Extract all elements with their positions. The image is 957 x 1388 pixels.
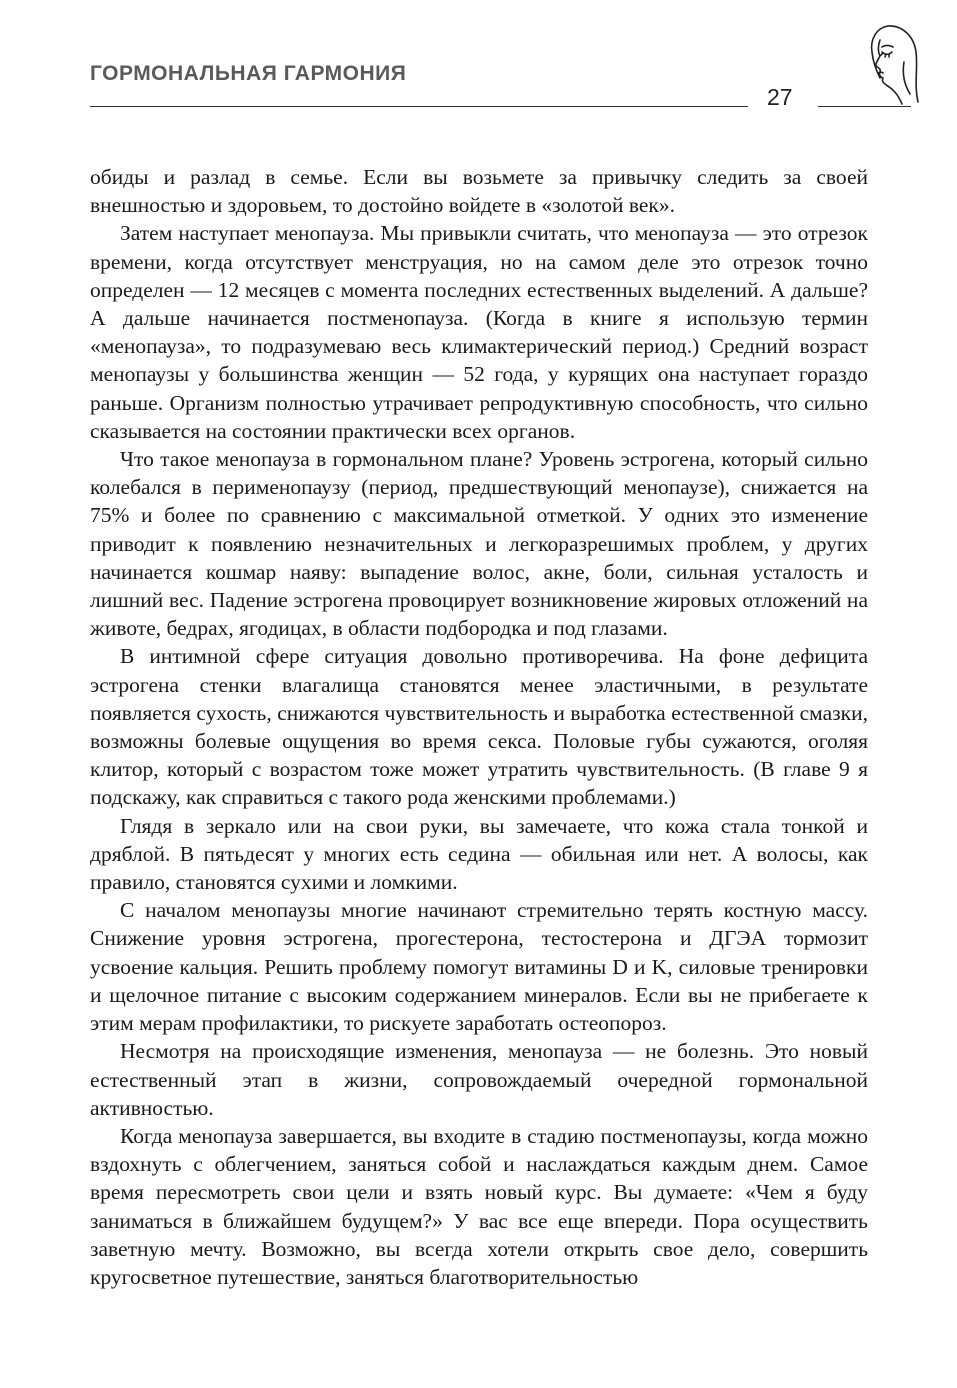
paragraph: обиды и разлад в семье. Если вы возьмете за привычку следить за своей внешностью и здоровьем, то достойно войдете в «золотой век». (90, 165, 868, 218)
page-body (90, 163, 868, 1291)
paragraph: Когда менопауза завершается, вы входите в стадию постменопаузы, когда можно вздохнуть с облегчением, заняться собой и наслаждаться каждым днем. Самое время пересмотреть свои цели и взять новый курс. Вы думаете: «Чем я буду заниматься в ближайшем будущем?» У вас все еще впереди. Пора осуществить заветную мечту. Возможно, вы всегда хотели открыть свое дело, совершить кругосветное путешествие, заняться благотворительностью (90, 1123, 868, 1289)
woman-face-icon (858, 22, 922, 112)
paragraph: Глядя в зеркало или на свои руки, вы замечаете, что кожа стала тонкой и дряблой. В пятьдесят у многих есть седина — обильная или нет. А волосы, как правило, становятся сухими и ломкими. (90, 813, 868, 895)
running-title: ГОРМОНАЛЬНАЯ ГАРМОНИЯ (90, 62, 407, 85)
paragraph: Затем наступает менопауза. Мы привыкли считать, что менопауза — это отрезок времени, когда отсутствует менструация, но на самом деле это отрезок точно определен — 12 месяцев с момента последних естественных выделений. А дальше? А дальше начинается постменопауза. (Когда в книге я использую термин «менопауза», то подразумеваю весь климактерический период.) Средний возраст менопаузы у большинства женщин — 52 года, у курящих она наступает гораздо раньше. Организм полностью утрачивает репродуктивную способность, что сильно сказывается на состоянии практически всех органов. (90, 221, 868, 443)
page-number: 27 (767, 84, 793, 110)
paragraph: Несмотря на происходящие изменения, менопауза — не болезнь. Это новый естественный этап в жизни, сопровождаемый очередной гормональной активностью. (90, 1039, 868, 1120)
paragraph: В интимной сфере ситуация довольно противоречива. На фоне дефицита эстрогена стенки влагалища становятся менее эластичными, в результате появляется сухость, снижаются чувствительность и выработка естественной смазки, возможны болевые ощущения во время секса. Половые губы сужаются, оголяя клитор, который с возрастом тоже может утратить чувствительность. (В главе 9 я подскажу, как справиться с такого рода женскими проблемами.) (90, 644, 868, 810)
page-header (0, 0, 957, 120)
header-rule-left (90, 106, 748, 107)
paragraph: Что такое менопауза в гормональном плане? Уровень эстрогена, который сильно колебался в перименопаузу (период, предшествующий менопаузе), снижается на 75% и более по сравнению с максимальной отметкой. У одних это изменение приводит к появлению незначительных и легкоразрешимых проблем, у других начинается кошмар наяву: выпадение волос, акне, боли, сильная усталость и лишний вес. Падение эстрогена провоцирует возникновение жировых отложений на животе, бедрах, ягодицах, в области подбородка и под глазами. (90, 447, 868, 641)
paragraph: С началом менопаузы многие начинают стремительно терять костную массу. Снижение уровня эстрогена, прогестерона, тестостерона и ДГЭА тормозит усвоение кальция. Решить проблему помогут витамины D и K, силовые тренировки и щелочное питание с высоким содержанием минералов. Если вы не прибегаете к этим мерам профилактики, то рискуете заработать остеопороз. (90, 898, 868, 1036)
